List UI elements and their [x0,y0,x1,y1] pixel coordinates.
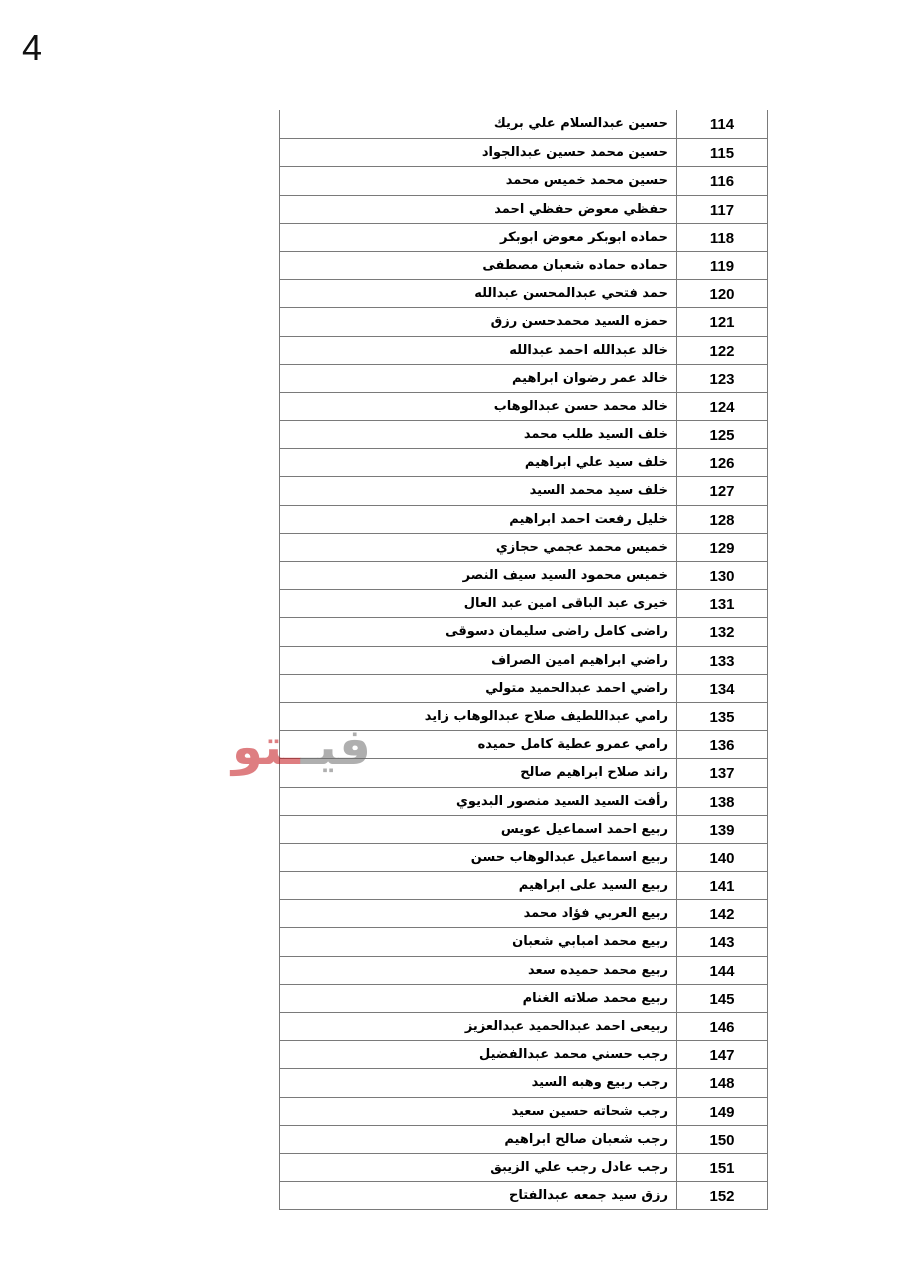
person-name-cell: حسين عبدالسلام علي بريك [279,110,676,138]
row-number-cell: 117 [676,196,768,223]
row-number-cell: 130 [676,562,768,589]
table-row [279,1153,768,1181]
row-number-cell: 152 [676,1182,768,1209]
table-row [279,364,768,392]
table-row [279,420,768,448]
row-number-cell: 143 [676,928,768,955]
row-number-cell: 118 [676,224,768,251]
row-number-cell: 146 [676,1013,768,1040]
person-name-cell: خميس محمد عجمي حجازي [279,534,676,561]
table-row [279,138,768,166]
person-name-cell: ربيع اسماعيل عبدالوهاب حسن [279,844,676,871]
person-name-cell: حفظي معوض حفظي احمد [279,196,676,223]
row-number-cell: 145 [676,985,768,1012]
person-name-cell: راند صلاح ابراهيم صالح [279,759,676,786]
row-number-cell: 131 [676,590,768,617]
table-row [279,1097,768,1125]
table-row [279,927,768,955]
table-row [279,956,768,984]
table-row [279,871,768,899]
row-number-cell: 119 [676,252,768,279]
person-name-cell: رامي عمرو عطية كامل حميده [279,731,676,758]
person-name-cell: رجب شعبان صالح ابراهيم [279,1126,676,1153]
person-name-cell: خلف السيد طلب محمد [279,421,676,448]
row-number-cell: 134 [676,675,768,702]
table-row [279,815,768,843]
table-row [279,110,768,138]
table-row [279,984,768,1012]
table-row [279,843,768,871]
row-number-cell: 138 [676,788,768,815]
table-row [279,1068,768,1096]
table-row [279,646,768,674]
table-row [279,787,768,815]
person-name-cell: حماده ابوبكر معوض ابوبكر [279,224,676,251]
row-number-cell: 114 [676,110,768,138]
table-row [279,251,768,279]
table-row [279,476,768,504]
person-name-cell: راضي ابراهيم امين الصراف [279,647,676,674]
row-number-cell: 133 [676,647,768,674]
person-name-cell: راضى كامل راضى سليمان دسوقى [279,618,676,645]
person-name-cell: ربيع السيد على ابراهيم [279,872,676,899]
row-number-cell: 115 [676,139,768,166]
row-number-cell: 141 [676,872,768,899]
person-name-cell: حمزه السيد محمدحسن رزق [279,308,676,335]
person-name-cell: ربيع العربي فؤاد محمد [279,900,676,927]
table-row [279,617,768,645]
person-name-cell: خالد عمر رضوان ابراهيم [279,365,676,392]
person-name-cell: خالد عبدالله احمد عبدالله [279,337,676,364]
table-row [279,307,768,335]
person-name-cell: ربيع محمد صلاته الغنام [279,985,676,1012]
row-number-cell: 123 [676,365,768,392]
person-name-cell: رجب شحاته حسين سعيد [279,1098,676,1125]
person-name-cell: ربيعى احمد عبدالحميد عبدالعزيز [279,1013,676,1040]
table-row [279,279,768,307]
person-name-cell: خالد محمد حسن عبدالوهاب [279,393,676,420]
row-number-cell: 147 [676,1041,768,1068]
person-name-cell: رزق سيد جمعه عبدالفتاح [279,1182,676,1209]
person-name-cell: حسين محمد حسين عبدالجواد [279,139,676,166]
table-row [279,702,768,730]
person-name-cell: راضي احمد عبدالحميد متولي [279,675,676,702]
person-name-cell: ربيع احمد اسماعيل عويس [279,816,676,843]
row-number-cell: 121 [676,308,768,335]
person-name-cell: حسين محمد خميس محمد [279,167,676,194]
table-row [279,758,768,786]
row-number-cell: 144 [676,957,768,984]
table-row [279,1181,768,1209]
person-name-cell: رامي عبداللطيف صلاح عبدالوهاب زايد [279,703,676,730]
table-row [279,1012,768,1040]
person-name-cell: حماده حماده شعبان مصطفى [279,252,676,279]
row-number-cell: 136 [676,731,768,758]
table-row [279,392,768,420]
person-name-cell: ربيع محمد حميده سعد [279,957,676,984]
row-number-cell: 151 [676,1154,768,1181]
person-name-cell: خميس محمود السيد سيف النصر [279,562,676,589]
row-number-cell: 120 [676,280,768,307]
table-row [279,561,768,589]
names-table [279,110,768,1210]
person-name-cell: رأفت السيد السيد منصور البديوي [279,788,676,815]
table-row [279,533,768,561]
table-row [279,730,768,758]
row-number-cell: 139 [676,816,768,843]
row-number-cell: 128 [676,506,768,533]
row-number-cell: 140 [676,844,768,871]
table-row [279,166,768,194]
table-row [279,589,768,617]
row-number-cell: 116 [676,167,768,194]
row-number-cell: 122 [676,337,768,364]
person-name-cell: خيرى عبد الباقى امين عبد العال [279,590,676,617]
table-row [279,448,768,476]
row-number-cell: 148 [676,1069,768,1096]
person-name-cell: رجب ربيع وهبه السيد [279,1069,676,1096]
table-row [279,899,768,927]
table-row [279,223,768,251]
table-row [279,195,768,223]
row-number-cell: 127 [676,477,768,504]
row-number-cell: 137 [676,759,768,786]
row-number-cell: 132 [676,618,768,645]
table-row [279,505,768,533]
person-name-cell: خلف سيد علي ابراهيم [279,449,676,476]
row-number-cell: 149 [676,1098,768,1125]
row-number-cell: 124 [676,393,768,420]
person-name-cell: حمد فتحي عبدالمحسن عبدالله [279,280,676,307]
row-number-cell: 125 [676,421,768,448]
table-row [279,1125,768,1153]
person-name-cell: رجب حسني محمد عبدالفضيل [279,1041,676,1068]
table-row [279,674,768,702]
row-number-cell: 126 [676,449,768,476]
person-name-cell: خليل رفعت احمد ابراهيم [279,506,676,533]
row-number-cell: 129 [676,534,768,561]
row-number-cell: 142 [676,900,768,927]
person-name-cell: ربيع محمد امبابي شعبان [279,928,676,955]
table-row [279,1040,768,1068]
table-row [279,336,768,364]
watermark-logo: فيــتو [231,718,371,776]
row-number-cell: 150 [676,1126,768,1153]
person-name-cell: رجب عادل رجب علي الزيبق [279,1154,676,1181]
row-number-cell: 135 [676,703,768,730]
person-name-cell: خلف سيد محمد السيد [279,477,676,504]
page-number: 4 [22,27,43,68]
